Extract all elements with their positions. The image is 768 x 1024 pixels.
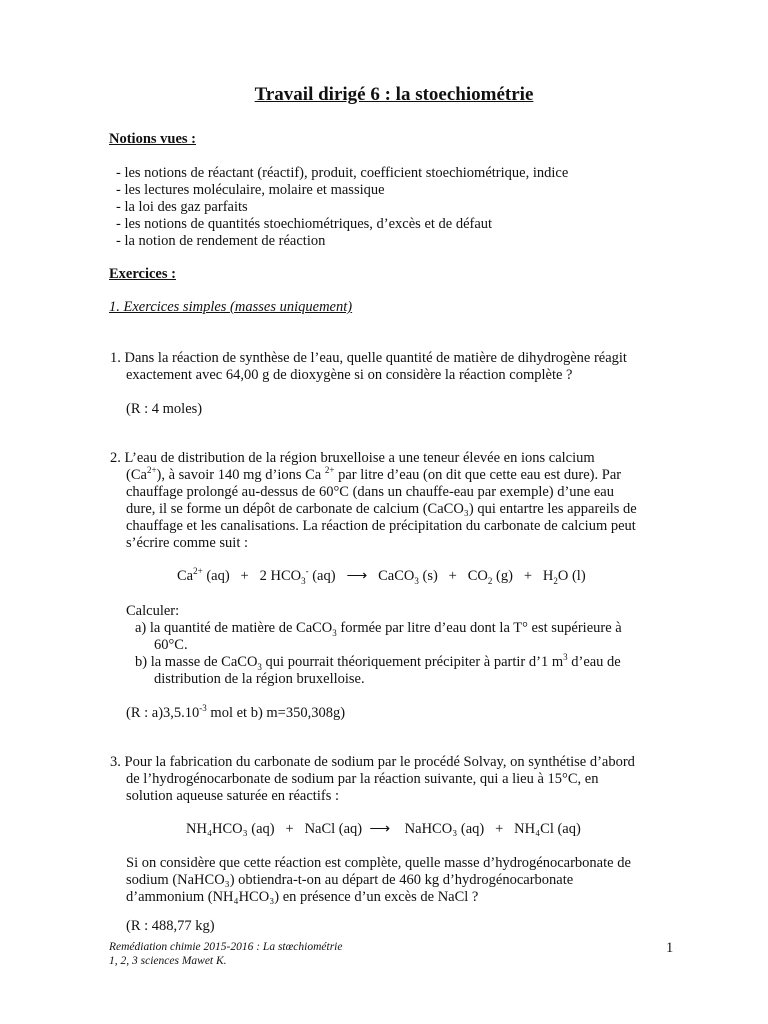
notions-heading: Notions vues : [109,131,197,147]
footer-author: 1, 2, 3 sciences Mawet K. [109,955,227,967]
exercise-3-question: sodium (NaHCO₃) obtiendra-t-on au départ de 460 kg d’hydrogénocarbonate [126,872,574,888]
section-heading: 1. Exercices simples (masses uniquement) [109,299,353,315]
notion-item: - la loi des gaz parfaits [116,199,248,215]
exercise-1-answer: (R : 4 moles) [126,401,203,417]
exercise-3-question: Si on considère que cette réaction est complète, quelle masse d’hydrogénocarbonate de [126,855,631,871]
exercise-3-text: 3. Pour la fabrication du carbonate de sodium par le procédé Solvay, on synthétise d’abord [110,754,635,770]
exercise-2-text: chauffage et les canalisations. La réaction de précipitation du carbonate de calcium peut [126,518,636,534]
exercise-3-text: solution aqueuse saturée en réactifs : [126,788,339,804]
page-title: Travail dirigé 6 : la stoechiométrie [254,84,534,105]
exercise-2-text: 2. L’eau de distribution de la région bruxelloise a une teneur élevée en ions calcium [110,450,595,466]
notion-item: - la notion de rendement de réaction [116,233,326,249]
notion-item: - les notions de quantités stoechiométriques, d’excès et de défaut [116,216,493,232]
exercise-1-text: 1. Dans la réaction de synthèse de l’eau, quelle quantité de matière de dihydrogène réagit [110,350,627,366]
exercise-3-question: d’ammonium (NH₄HCO₃) en présence d’un excès de NaCl ? [126,889,479,905]
exercises-heading: Exercices : [109,266,176,282]
question-a: a) la quantité de matière de CaCO$_3$ formée par litre d’eau dont la T° est supérieure à [135,620,622,638]
page-number: 1 [666,940,674,956]
question-b: distribution de la région bruxelloise. [154,671,365,687]
chemical-equation: NH₄HCO₃ (aq) + NaCl (aq) ⟶ NaHCO₃ (aq) + NH₄Cl (aq) [186,821,581,837]
calculate-label: Calculer: [126,603,180,619]
footer-course: Remédiation chimie 2015-2016 : La stœchiométrie [109,941,343,953]
chemical-equation: $Ca^{2+}$ (aq) + 2 $HCO_3^-$ (aq) ⟶ CaCO$_3$ (s) + $CO_2$ (g) + $H_2O$ (l) [177,566,586,586]
notion-item: - les lectures moléculaire, molaire et massique [116,182,385,198]
exercise-2-text: chauffage prolongé au-dessus de 60°C (dans un chauffe-eau par exemple) d’une eau [126,484,614,500]
exercise-3-text: de l’hydrogénocarbonate de sodium par la réaction suivante, qui a lieu à 15°C, en [126,771,599,787]
exercise-2-text: s’écrire comme suit : [126,535,248,551]
question-a: 60°C. [154,637,188,653]
exercise-2-text: dure, il se forme un dépôt de carbonate de calcium (CaCO₃) qui entartre les appareils de [126,501,637,517]
notion-item: - les notions de réactant (réactif), produit, coefficient stoechiométrique, indice [116,165,569,181]
exercise-2-answer: (R : $a)3,5.10^{-3}$ mol et b) m=350,308g) [126,703,346,721]
exercise-3-answer: (R : 488,77 kg) [126,918,215,934]
exercise-1-text: exactement avec 64,00 g de dioxygène si on considère la réaction complète ? [126,367,573,383]
exercise-2-text: $(Ca^{2+})$, à savoir 140 mg d’ions Ca $^{2+}$ par litre d’eau (on dit que cette eau est dure). Par [126,465,622,483]
question-b: b) la masse de CaCO$_3$ qui pourrait théoriquement précipiter à partir d’1 $m^3$ d’eau de [135,652,621,672]
